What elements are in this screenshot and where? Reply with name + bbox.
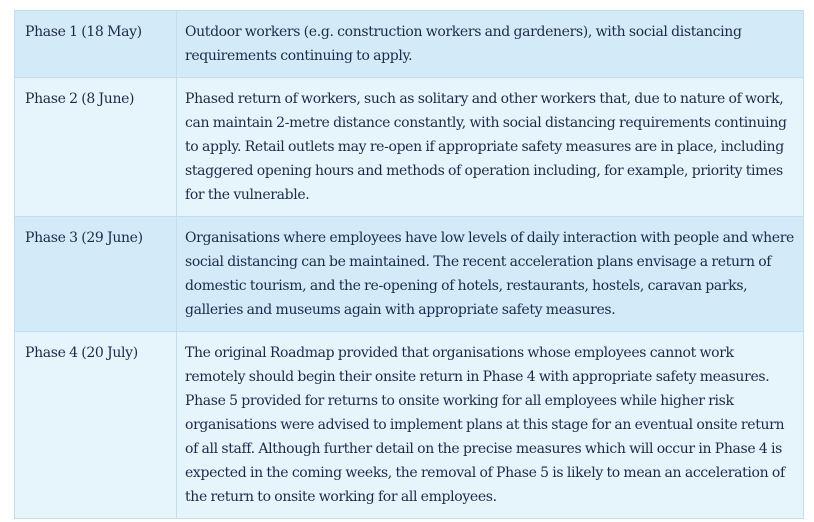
- table-row-phase-3: [15, 217, 804, 332]
- phase-cell: Phase 1 (18 May): [15, 11, 177, 78]
- description-cell: Outdoor workers (e.g. construction workers and gardeners), with social distancing requirements continuing to apply.: [177, 11, 804, 78]
- table-row-phase-2: [15, 78, 804, 217]
- phases-table: [14, 10, 804, 519]
- table-row-phase-1: [15, 11, 804, 78]
- phase-cell: Phase 3 (29 June): [15, 217, 177, 332]
- phase-cell: Phase 2 (8 June): [15, 78, 177, 217]
- phases-table-container: [14, 10, 803, 519]
- description-cell: Organisations where employees have low levels of daily interaction with people and where social distancing can be maintained. The recent acceleration plans envisage a return of domestic tourism, and the re-opening of hotels, restaurants, hostels, caravan parks, galleries and museums again with appropriate safety measures.: [177, 217, 804, 332]
- description-cell: Phased return of workers, such as solitary and other workers that, due to nature of work, can maintain 2-metre distance constantly, with social distancing requirements continuing to apply. Retail outlets may re-open if appropriate safety measures are in place, including staggered opening hours and methods of operation including, for example, priority times for the vulnerable.: [177, 78, 804, 217]
- phase-cell: Phase 4 (20 July): [15, 332, 177, 519]
- table-row-phase-4: [15, 332, 804, 519]
- description-cell: The original Roadmap provided that organisations whose employees cannot work remotely should begin their onsite return in Phase 4 with appropriate safety measures. Phase 5 provided for returns to onsite working for all employees while higher risk organisations were advised to implement plans at this stage for an eventual onsite return of all staff. Although further detail on the precise measures which will occur in Phase 4 is expected in the coming weeks, the removal of Phase 5 is likely to mean an acceleration of the return to onsite working for all employees.: [177, 332, 804, 519]
